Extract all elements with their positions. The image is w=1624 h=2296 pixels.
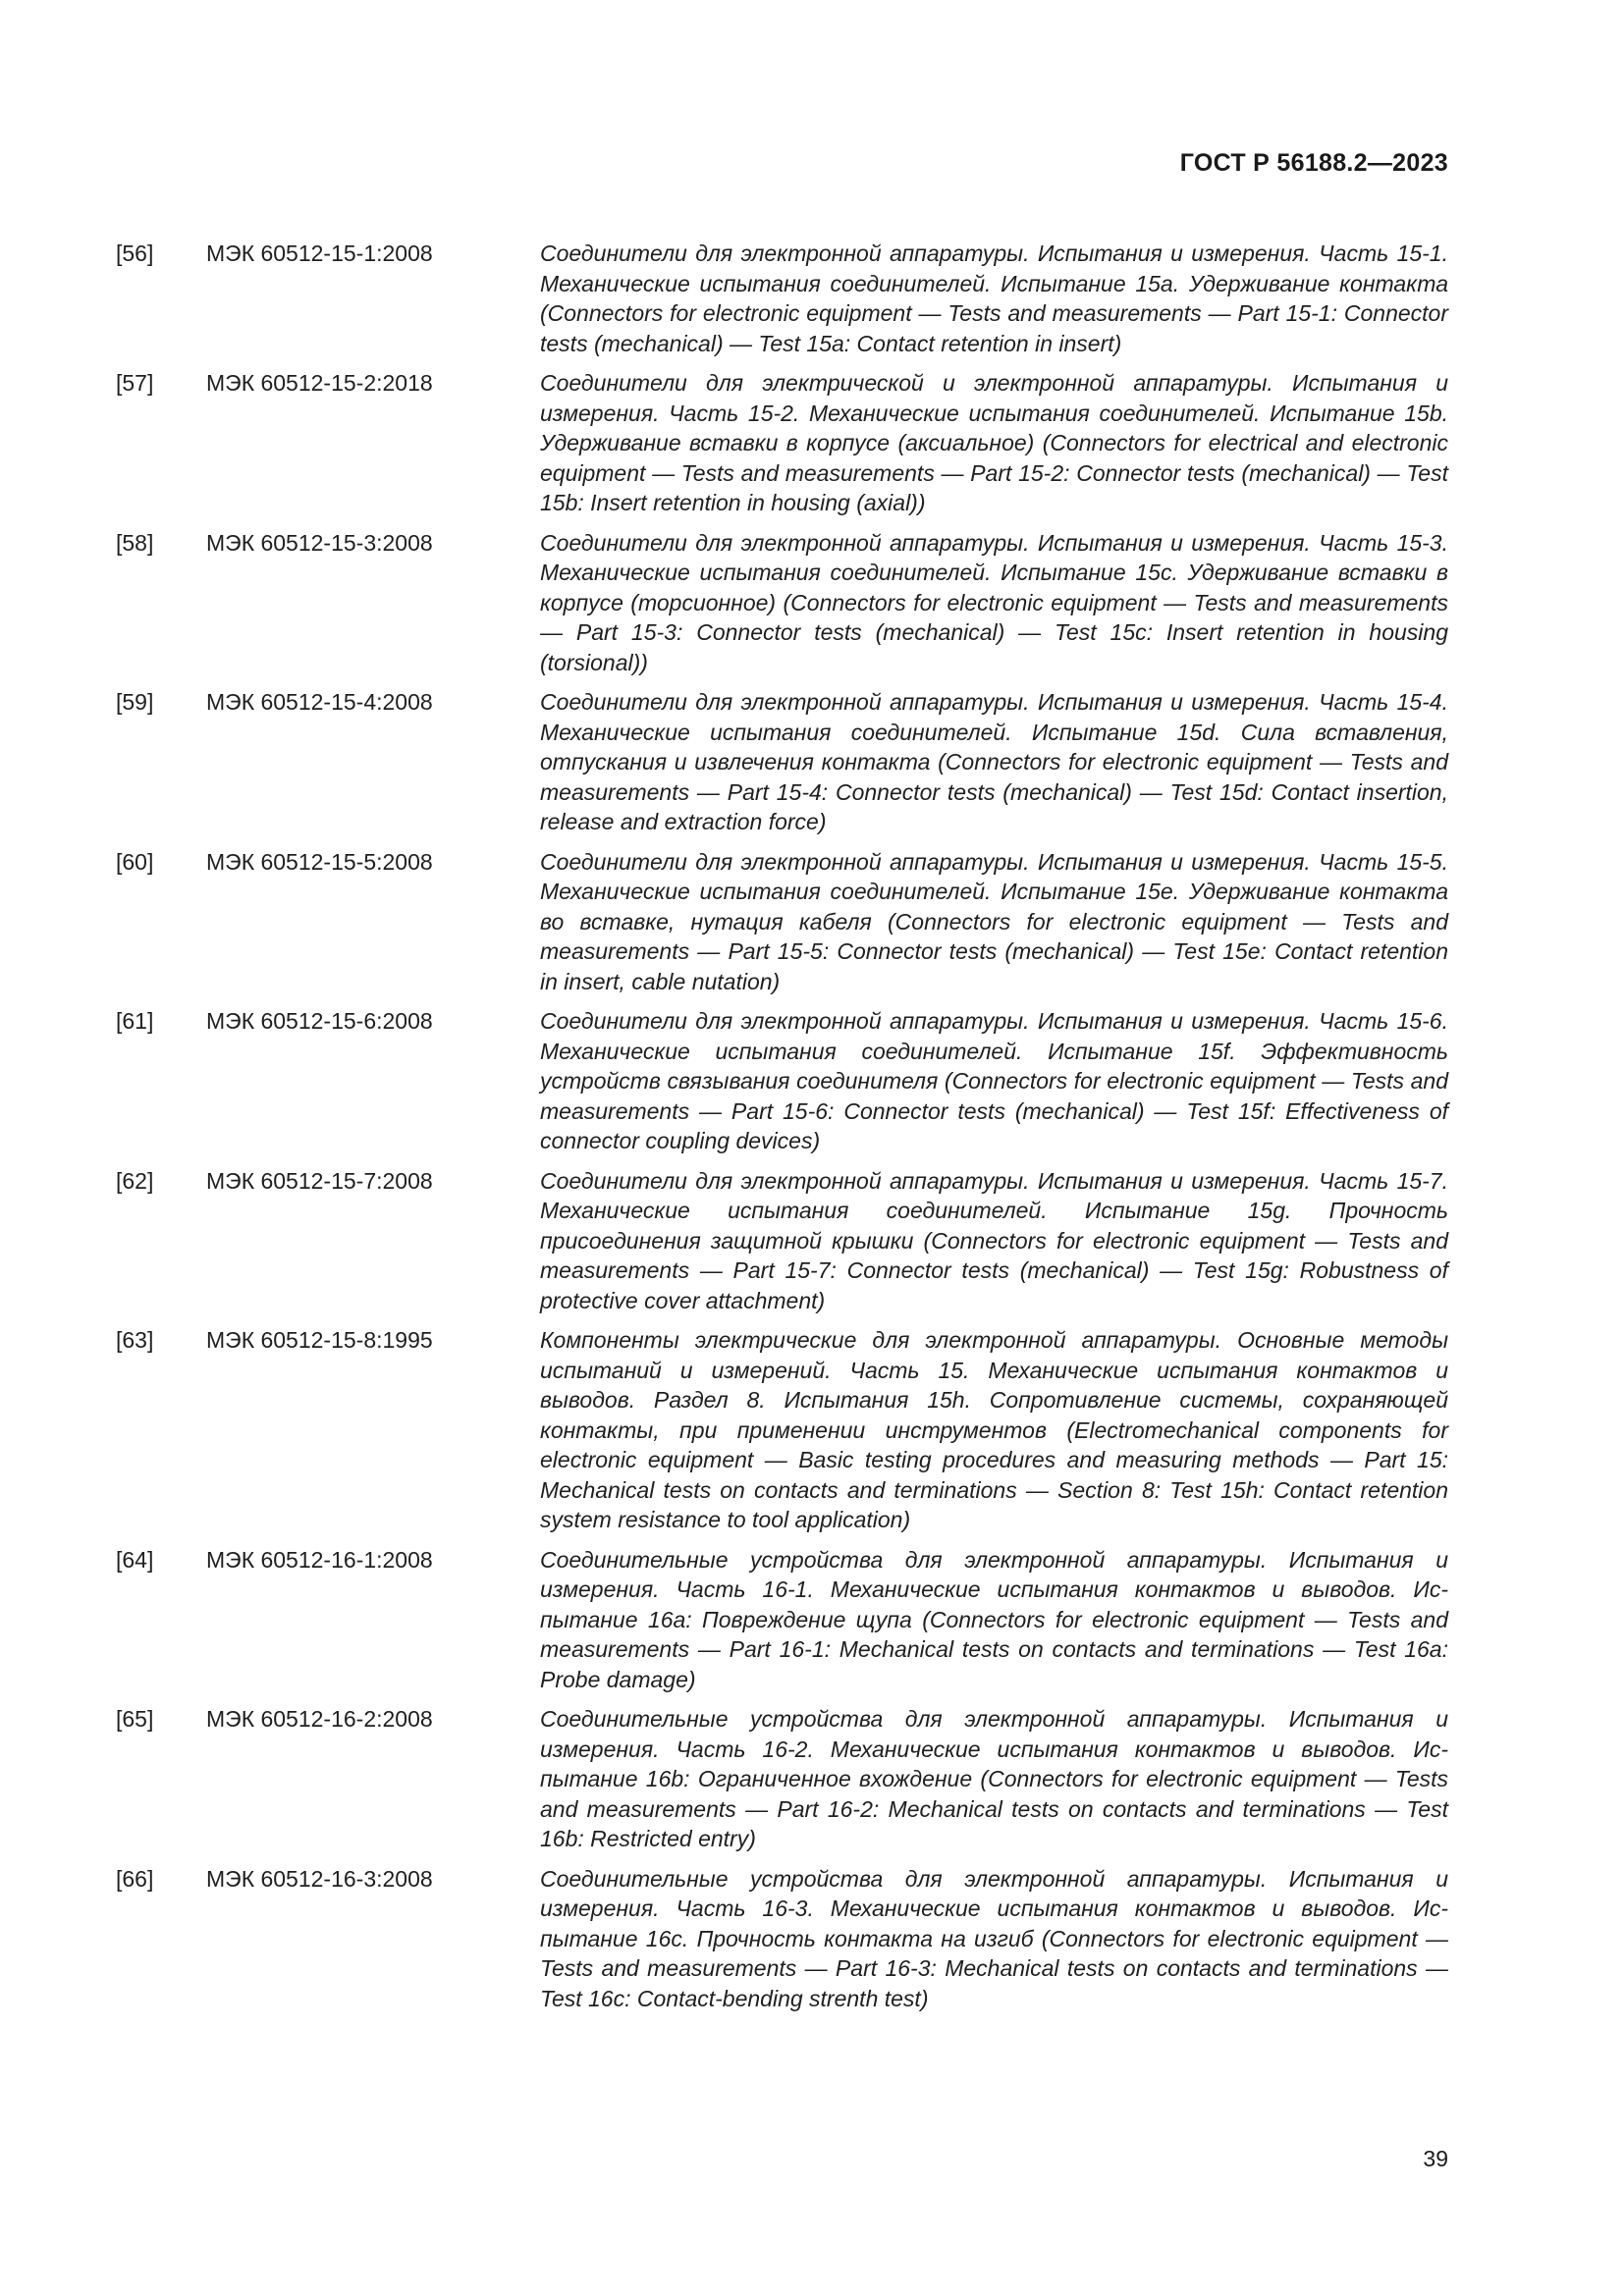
reference-standard-code: МЭК 60512-16-3:2008 bbox=[206, 1865, 433, 1892]
reference-number: [65] bbox=[116, 1706, 154, 1732]
reference-standard-code: МЭК 60512-15-4:2008 bbox=[206, 689, 433, 715]
reference-standard-code: МЭК 60512-16-1:2008 bbox=[206, 1546, 433, 1573]
reference-title: Компоненты электрические для электронной аппаратуры. Основные методы испытаний и измерений. Часть 15. Механические испытания контактов и выводов. Раздел 8. Испытания 15h. Сопротивление системы, сохраняющей контакты, при применении инструментов (Electromechanical components for electronic equipment — Basic testing procedures and measuring methods — Part 15: Mechanical tests on contacts and terminations — Section 8: Test 15h: Contact retention system resistance to tool application) bbox=[540, 1327, 1448, 1532]
reference-title: Соединители для электронной аппаратуры. Испытания и измерения. Часть 15-5. Механические испытания соединителей. Испытание 15е. Удерживание контакта во вставке, нутация кабеля (Connectors for electronic equipment — Tests and measurements — Part 15-5: Connector tests (mechanical) — Test 15e: Contact retention in insert, cable nutation) bbox=[540, 848, 1448, 994]
reference-standard-code: МЭК 60512-15-2:2018 bbox=[206, 370, 433, 396]
reference-item bbox=[116, 239, 1448, 358]
reference-number: [60] bbox=[116, 848, 154, 875]
reference-number: [56] bbox=[116, 240, 154, 266]
references-list bbox=[116, 239, 1448, 2023]
reference-item bbox=[116, 528, 1448, 678]
reference-number: [58] bbox=[116, 529, 154, 556]
reference-item bbox=[116, 1545, 1448, 1695]
reference-item bbox=[116, 368, 1448, 518]
reference-item bbox=[116, 1006, 1448, 1156]
reference-number: [66] bbox=[116, 1865, 154, 1892]
reference-title: Соединительные устройства для электронной аппаратуры. Испытания и измерения. Часть 16-1. Механические испытания контактов и выводов. Испытание 16а: Повреждение щупа (Connectors for electronic equipment — Tests and measurements — Part 16-1: Mechanical tests on contacts and terminations — Test 16a: Probe damage) bbox=[540, 1546, 1448, 1692]
document-header: ГОСТ Р 56188.2—2023 bbox=[1179, 149, 1448, 177]
reference-number: [64] bbox=[116, 1546, 154, 1573]
reference-item bbox=[116, 1704, 1448, 1854]
reference-number: [62] bbox=[116, 1167, 154, 1194]
reference-item bbox=[116, 1325, 1448, 1535]
reference-title: Соединители для электронной аппаратуры. Испытания и измерения. Часть 15-3. Механические испытания соединителей. Испытание 15с. Удерживание вставки в корпусе (торсионное) (Connectors for electronic equipment — Tests and measurements — Part 15-3: Connector tests (mechanical) — Test 15c: Insert retention in housing (torsional)) bbox=[540, 529, 1448, 675]
reference-title: Соединители для электронной аппаратуры. Испытания и измерения. Часть 15-4. Механические испытания соединителей. Испытание 15d. Сила вставления, отпускания и извлечения контакта (Connectors for electronic equipment — Tests and measurements — Part 15-4: Connector tests (mechanical) — Test 15d: Contact insertion, release and extraction force) bbox=[540, 689, 1448, 834]
reference-item bbox=[116, 1864, 1448, 2014]
reference-standard-code: МЭК 60512-15-1:2008 bbox=[206, 240, 433, 266]
reference-title: Соединители для электрической и электронной аппаратуры. Испытания и измерения. Часть 15-2. Механические испытания соединителей. Испытание 15b. Удерживание вставки в корпусе (аксиальное) (Connectors for electrical and electronic equipment — Tests and measurements — Part 15-2: Connector tests (mechanical) — Test 15b: Insert retention in housing (axial)) bbox=[540, 370, 1448, 515]
reference-standard-code: МЭК 60512-16-2:2008 bbox=[206, 1706, 433, 1732]
reference-title: Соединительные устройства для электронной аппаратуры. Испытания и измерения. Часть 16-2. Механические испытания контактов и выводов. Испытание 16b: Ограниченное вхождение (Connectors for electronic equipment — Tests and measurements — Part 16-2: Mechanical tests on contacts and terminations — Test 16b: Restricted entry) bbox=[540, 1706, 1448, 1851]
reference-title: Соединители для электронной аппаратуры. Испытания и измерения. Часть 15-7. Механические испытания соединителей. Испытание 15g. Прочность присоединения защитной крышки (Connectors for electronic equipment — Tests and measurements — Part 15-7: Connector tests (mechanical) — Test 15g: Robustness of protective cover attachment) bbox=[540, 1167, 1448, 1313]
reference-title: Соединительные устройства для электронной аппаратуры. Испытания и измерения. Часть 16-3. Механические испытания контактов и выводов. Испытание 16с. Прочность контакта на изгиб (Connectors for electronic equipment — Tests and measurements — Part 16-3: Mechanical tests on contacts and terminations — Test 16c: Contact-bending strenth test) bbox=[540, 1865, 1448, 2011]
reference-standard-code: МЭК 60512-15-3:2008 bbox=[206, 529, 433, 556]
reference-standard-code: МЭК 60512-15-8:1995 bbox=[206, 1327, 433, 1353]
reference-item bbox=[116, 1166, 1448, 1316]
reference-number: [63] bbox=[116, 1327, 154, 1353]
reference-standard-code: МЭК 60512-15-7:2008 bbox=[206, 1167, 433, 1194]
page-number: 39 bbox=[1423, 2146, 1448, 2171]
reference-number: [61] bbox=[116, 1008, 154, 1034]
reference-title: Соединители для электронной аппаратуры. Испытания и измерения. Часть 15-1. Механические испытания соединителей. Испытание 15а. Удерживание контакта (Connectors for electronic equipment — Tests and measurements — Part 15-1: Connector tests (mechanical) — Test 15a: Contact retention in insert) bbox=[540, 240, 1448, 356]
reference-number: [59] bbox=[116, 689, 154, 715]
reference-item bbox=[116, 847, 1448, 997]
reference-number: [57] bbox=[116, 370, 154, 396]
reference-title: Соединители для электронной аппаратуры. Испытания и измерения. Часть 15-6. Механические испытания соединителей. Испытание 15f. Эффективность устройств связывания соединителя (Connectors for electronic equipment — Tests and measurements — Part 15-6: Connector tests (mechanical) — Test 15f: Effectiveness of connector coupling devices) bbox=[540, 1008, 1448, 1153]
reference-item bbox=[116, 687, 1448, 837]
reference-standard-code: МЭК 60512-15-6:2008 bbox=[206, 1008, 433, 1034]
reference-standard-code: МЭК 60512-15-5:2008 bbox=[206, 848, 433, 875]
